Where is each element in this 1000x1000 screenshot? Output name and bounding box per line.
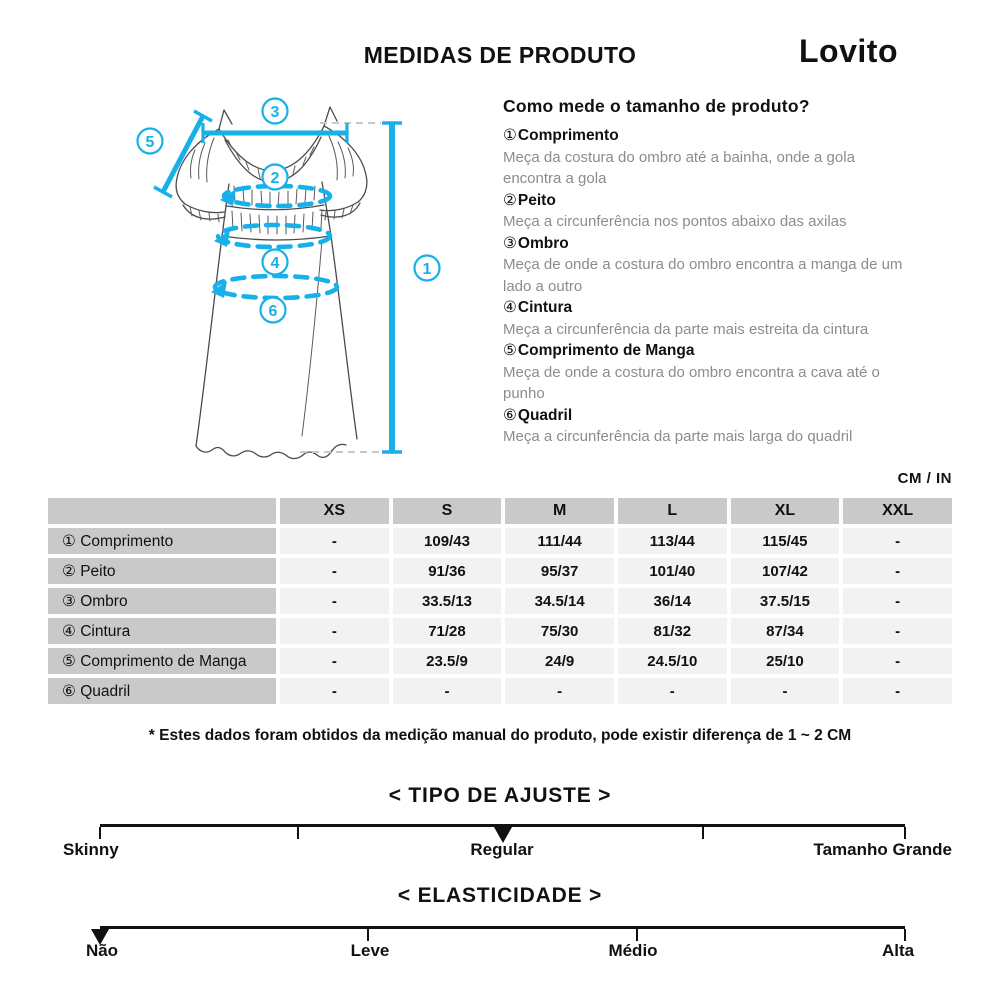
cell-value: 24.5/10 [618, 648, 727, 674]
item-description: Meça a circunferência nos pontos abaixo das axilas [503, 213, 847, 230]
item-label: Comprimento de Manga [517, 342, 695, 359]
cell-value: 87/34 [731, 618, 840, 644]
cell-value: - [393, 678, 502, 704]
row-label: ③ Ombro [48, 588, 276, 614]
size-col-s: S [393, 498, 502, 524]
fit-scale-line [100, 824, 905, 827]
cell-value: - [280, 528, 389, 554]
measurement-disclaimer: * Estes dados foram obtidos da medição manual do produto, pode existir diferença de 1 ~ 2 CM [148, 727, 852, 744]
item-description: Meça de onde a costura do ombro encontra a manga de um lado a outro [503, 256, 903, 295]
cell-value: - [843, 558, 952, 584]
scale-tick [367, 929, 369, 941]
svg-text:1: 1 [422, 260, 432, 278]
item-description: Meça de onde a costura do ombro encontra a cava até o punho [503, 363, 880, 402]
howto-item-peito [503, 190, 908, 233]
elasticity-scale-line [100, 926, 905, 929]
item-label: Cintura [517, 299, 573, 316]
cell-value: 23.5/9 [393, 648, 502, 674]
cell-value: - [843, 588, 952, 614]
elasticity-label-nao: Não [85, 941, 119, 960]
cell-value: 113/44 [618, 528, 727, 554]
size-col-l: L [618, 498, 727, 524]
cell-value: 109/43 [393, 528, 502, 554]
item-number: ② [503, 191, 517, 209]
cell-value: - [280, 678, 389, 704]
cell-value: 34.5/14 [505, 588, 614, 614]
cell-value: - [280, 558, 389, 584]
item-label: Quadril [517, 406, 573, 424]
callout-2-chest [263, 165, 288, 190]
callout-3-shoulder [263, 99, 288, 124]
callout-5-sleeve [138, 129, 163, 154]
howto-item-ombro [503, 233, 908, 298]
cell-value: 37.5/15 [731, 588, 840, 614]
table-row-comprimento [48, 528, 952, 554]
table-row-manga [48, 648, 952, 674]
scale-tick [904, 827, 906, 839]
cell-value: 33.5/13 [393, 588, 502, 614]
cell-value: 75/30 [505, 618, 614, 644]
item-number: ③ [503, 234, 517, 252]
elasticity-label-leve: Leve [350, 941, 390, 960]
fit-label-regular: Regular [470, 840, 534, 859]
table-row-cintura [48, 618, 952, 644]
howto-heading: Como mede o tamanho de produto? [503, 96, 810, 116]
cell-value: - [280, 648, 389, 674]
cell-value: - [280, 618, 389, 644]
callout-4-waist [263, 250, 288, 275]
elasticity-scale-title: < ELASTICIDADE > [397, 884, 603, 907]
item-description: Meça a circunferência da parte mais estreita da cintura [503, 320, 869, 338]
fit-scale-title: < TIPO DE AJUSTE > [388, 784, 612, 807]
item-number: ⑤ [503, 342, 517, 359]
fit-scale-labels [0, 840, 1000, 862]
item-label: Comprimento [517, 127, 619, 144]
item-label: Peito [517, 191, 556, 209]
cell-value: - [843, 648, 952, 674]
item-number: ⑥ [503, 406, 517, 424]
elasticity-label-medio: Médio [608, 941, 658, 960]
cell-value: 95/37 [505, 558, 614, 584]
scale-tick [99, 827, 101, 839]
cell-value: 111/44 [505, 528, 614, 554]
fit-label-skinny: Skinny [63, 840, 119, 859]
page-title: MEDIDAS DE PRODUTO [363, 42, 637, 68]
row-label: ⑥ Quadril [48, 678, 276, 704]
row-label: ① Comprimento [48, 528, 276, 554]
cell-value: 101/40 [618, 558, 727, 584]
size-col-xl: XL [731, 498, 840, 524]
callout-6-hip [261, 298, 286, 323]
scale-tick [904, 929, 906, 941]
cell-value: 81/32 [618, 618, 727, 644]
item-label: Ombro [517, 234, 569, 252]
fit-label-tamanho-grande: Tamanho Grande [813, 840, 952, 859]
dress-sketch-icon [176, 107, 367, 459]
elasticity-label-alta: Alta [881, 941, 915, 960]
size-col-m: M [505, 498, 614, 524]
svg-text:4: 4 [270, 254, 280, 272]
table-header-row [48, 498, 952, 524]
cell-value: 25/10 [731, 648, 840, 674]
svg-text:5: 5 [145, 133, 155, 151]
size-table [44, 494, 956, 708]
howto-item-quadril [503, 405, 908, 448]
cell-value: - [843, 678, 952, 704]
howto-item-manga [503, 340, 908, 405]
svg-text:2: 2 [270, 169, 280, 187]
item-description: Meça da costura do ombro até a bainha, onde a gola encontra a gola [503, 148, 855, 187]
row-label: ④ Cintura [48, 618, 276, 644]
cell-value: - [280, 588, 389, 614]
scale-tick [297, 827, 299, 839]
cell-value: 91/36 [393, 558, 502, 584]
table-row-ombro [48, 588, 952, 614]
cell-value: 107/42 [731, 558, 840, 584]
scale-tick [636, 929, 638, 941]
cell-value: 115/45 [731, 528, 840, 554]
cell-value: 36/14 [618, 588, 727, 614]
waist-measure-ellipse [214, 225, 330, 247]
row-label: ② Peito [48, 558, 276, 584]
callout-1-length [415, 256, 440, 281]
item-description: Meça a circunferência da parte mais larga do quadril [503, 428, 853, 445]
item-number: ① [503, 127, 517, 144]
dress-diagram [90, 88, 470, 473]
cell-value: - [843, 618, 952, 644]
cell-value: 71/28 [393, 618, 502, 644]
table-corner-cell [48, 498, 276, 524]
scale-tick [702, 827, 704, 839]
howto-section [503, 96, 908, 448]
svg-text:3: 3 [270, 103, 280, 121]
cell-value: - [843, 528, 952, 554]
cell-value: - [505, 678, 614, 704]
cell-value: - [731, 678, 840, 704]
length-measure-line [382, 123, 402, 452]
size-col-xxl: XXL [843, 498, 952, 524]
howto-item-comprimento [503, 125, 908, 190]
howto-item-cintura [503, 297, 908, 340]
brand-logo: Lovito [799, 33, 898, 69]
cell-value: - [618, 678, 727, 704]
elasticity-scale-labels [0, 941, 1000, 963]
row-label: ⑤ Comprimento de Manga [48, 648, 276, 674]
size-col-xs: XS [280, 498, 389, 524]
svg-text:6: 6 [268, 302, 278, 320]
table-row-quadril [48, 678, 952, 704]
item-number: ④ [503, 299, 517, 316]
cell-value: 24/9 [505, 648, 614, 674]
units-label: CM / IN [897, 470, 952, 487]
table-row-peito [48, 558, 952, 584]
